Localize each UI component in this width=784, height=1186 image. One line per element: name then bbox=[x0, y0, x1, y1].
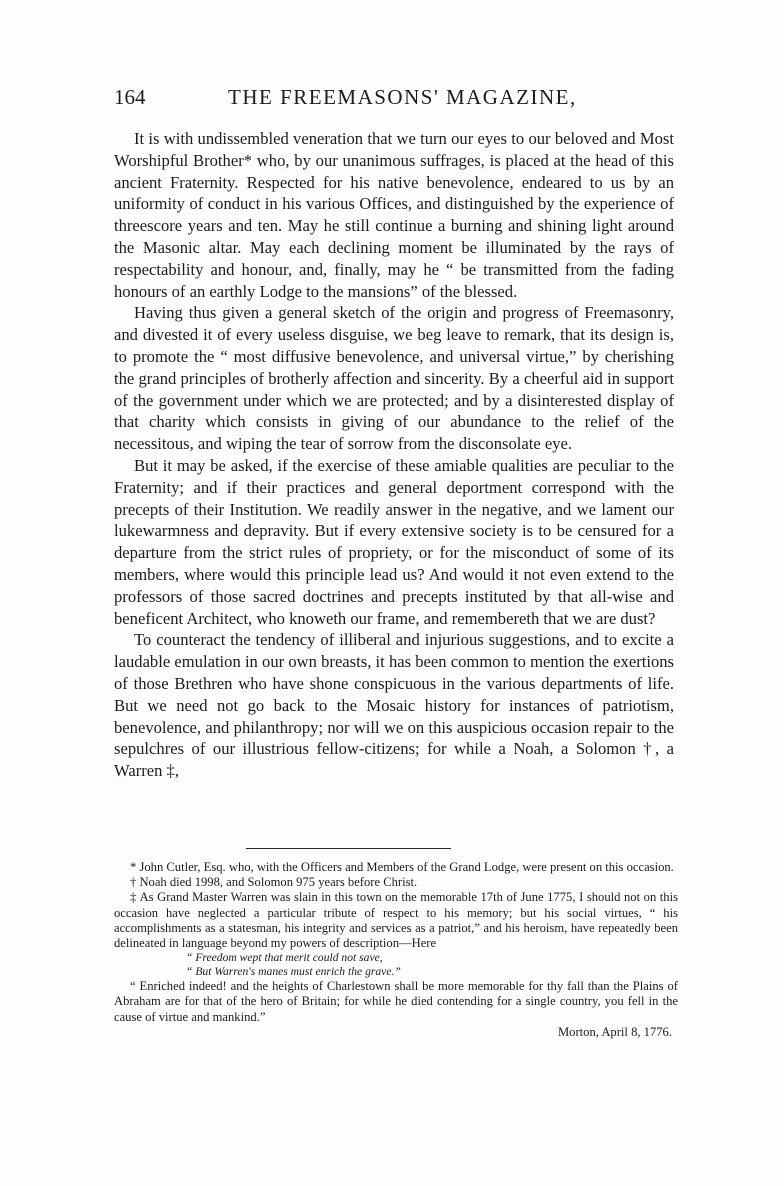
running-head: THE FREEMASONS' MAGAZINE, bbox=[228, 85, 577, 109]
paragraph: But it may be asked, if the exercise of these amiable qualities are peculiar to the Fraternity; and if their practices and general deportment correspond with the precepts of their Institution. We readily answer in the negative, and we lament our lukewarmness and depravity. But if every extensive society is to be censured for a departure from the strict rules of propriety, or for the misconduct of some of its members, where would this principle lead us? And would it not even extend to the professors of those sacred doctrines and precepts instituted by that all-wise and beneficent Architect, who knoweth our frame, and remembereth that we are dust? bbox=[114, 455, 674, 628]
footnote: * John Cutler, Esq. who, with the Officers and Members of the Grand Lodge, were present on this occasion. bbox=[130, 860, 674, 874]
footnote-divider bbox=[246, 848, 451, 849]
verse-line: “ Freedom wept that merit could not save, bbox=[186, 951, 383, 965]
page-header bbox=[114, 85, 674, 119]
footnote: ‡ As Grand Master Warren was slain in this town on the memorable 17th of June 1775, I should not on this occasion have neglected a particular tribute of respect to his memory; but his social virtues, “ his accomplishments as a statesman, his integrity and services as a patriot,” and his heroism, have repeatedly been delineated in language beyond my powers of description—Here bbox=[114, 890, 678, 951]
main-text bbox=[114, 128, 674, 782]
signature: Morton, April 8, 1776. bbox=[557, 1024, 672, 1039]
footnote: “ Enriched indeed! and the heights of Charlestown shall be more memorable for thy fall than the Plains of Abraham are for that of the hero of Britain; for while he died contending for a single country, you fell in the cause of virtue and mankind.” bbox=[114, 979, 678, 1024]
paragraph: It is with undissembled veneration that we turn our eyes to our beloved and Most Worshipful Brother* who, by our unanimous suffrages, is placed at the head of this ancient Fraternity. Respected for his native benevolence, endeared to us by an uniformity of conduct in his various Offices, and distinguished by the experience of threescore years and ten. May he still continue a burning and shining light around the Masonic altar. May each declining moment be illuminated by the rays of respectability and honour, and, finally, may he “ be transmitted from the fading honours of an earthly Lodge to the mansions” of the blessed. bbox=[114, 129, 674, 301]
page-number: 164 bbox=[114, 85, 146, 109]
paragraph: To counteract the tendency of illiberal and injurious suggestions, and to excite a laudable emulation in our own breasts, it has been common to mention the exertions of those Brethren who have shone conspicuous in the various departments of life. But we need not go back to the Mosaic history for instances of patriotism, benevolence, and philanthropy; nor will we on this auspicious occasion repair to the sepulchres of our illustrious fellow-citizens; for while a Noah, a Solomon †, a Warren ‡, bbox=[114, 630, 674, 781]
footnotes bbox=[114, 860, 678, 1040]
verse-line: “ But Warren's manes must enrich the grave.” bbox=[186, 965, 401, 979]
footnote: † Noah died 1998, and Solomon 975 years before Christ. bbox=[130, 875, 418, 890]
paragraph: Having thus given a general sketch of the origin and progress of Freemasonry, and divested it of every useless disguise, we beg leave to remark, that its design is, to promote the “ most diffusive benevolence, and universal virtue,” by cherishing the grand principles of brotherly affection and sincerity. By a cheerful aid in support of the government under which we are protected; and by a disinterested display of that charity which consists in giving of our abundance to the relief of the necessitous, and wiping the tear of sorrow from the disconsolate eye. bbox=[114, 303, 674, 454]
